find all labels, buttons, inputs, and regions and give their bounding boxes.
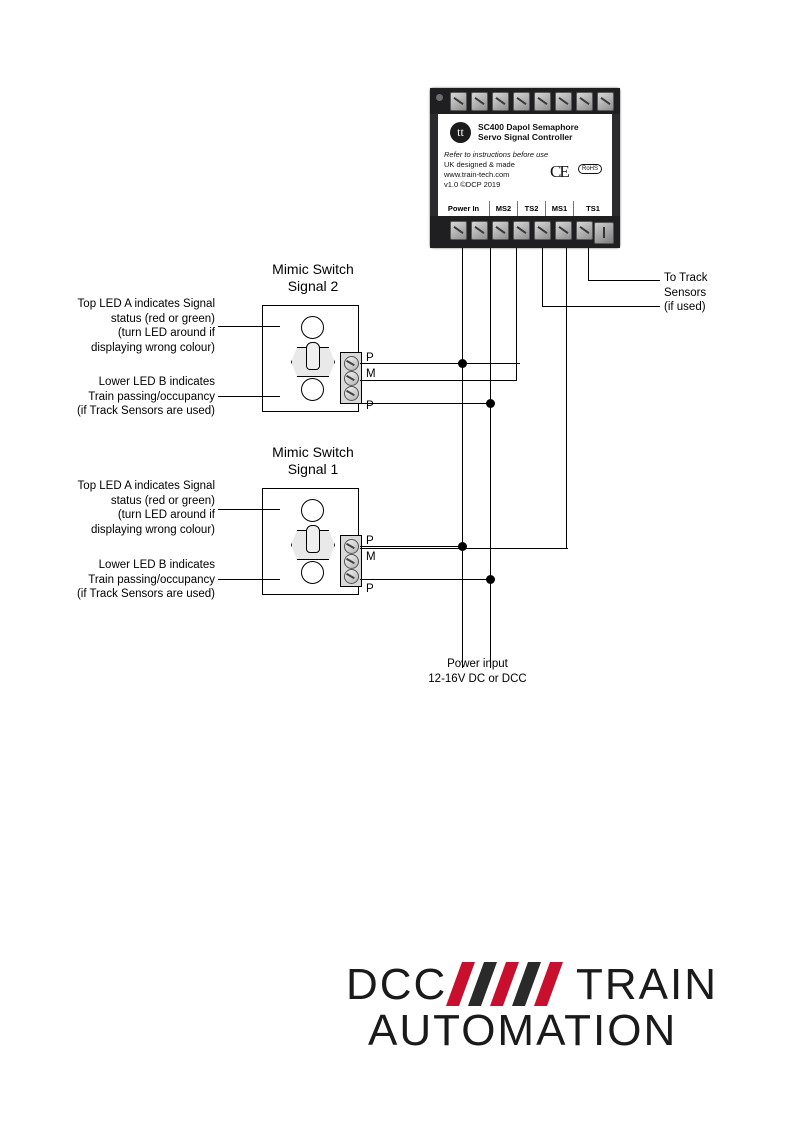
- wire-power-in-negative: [462, 248, 463, 668]
- wire-ms2: [516, 248, 517, 380]
- terminal-label-ms1: MS1: [546, 201, 574, 216]
- module-top-screw-row: [450, 92, 614, 111]
- terminal-label-ms2: MS2: [490, 201, 518, 216]
- junction-dot-signal2-p-bottom: [486, 399, 495, 408]
- signal1-title: Mimic Switch Signal 1: [272, 444, 354, 477]
- screw-terminal: [471, 221, 488, 240]
- trim-potentiometer: [594, 222, 614, 244]
- terminal-label-power-in: Power In: [438, 201, 490, 216]
- pin-label-signal2-p-bottom: P: [366, 400, 374, 412]
- conn-screw-m: [344, 371, 359, 386]
- wire-signal1-p-bottom: [360, 579, 491, 580]
- screw-terminal: [534, 92, 551, 111]
- terminal-label-ts1: TS1: [586, 204, 600, 213]
- callout-power-input: Power input 12-16V DC or DCC: [428, 658, 527, 685]
- logo-text-dcc: DCC: [346, 960, 448, 1009]
- connector-block-signal-1: [340, 535, 362, 587]
- leader-signal2-led-a: [218, 326, 280, 327]
- pin-label-signal1-p-top: P: [366, 535, 374, 547]
- screw-terminal: [555, 221, 572, 240]
- sc400-module-photo: [430, 88, 620, 248]
- toggle-switch-signal-2[interactable]: [291, 342, 333, 375]
- led-a-signal-2: [301, 316, 324, 339]
- connector-block-signal-2: [340, 352, 362, 404]
- screw-terminal: [555, 92, 572, 111]
- wire-signal1-p-top: [360, 546, 464, 547]
- signal1-led-b-note: Lower LED B indicates Train passing/occupancy (if Track Sensors are used): [76, 559, 215, 600]
- screw-terminal: [513, 221, 530, 240]
- led-a-signal-1: [301, 499, 324, 522]
- led-b-signal-2: [301, 378, 324, 401]
- ce-mark-icon: CE: [550, 162, 568, 181]
- module-notes: Refer to instructions before use UK designed & made www.train-tech.com v1.0 ©DCP 2019: [444, 150, 549, 189]
- logo-text-train: TRAIN: [576, 960, 718, 1009]
- wire-power-in-positive: [490, 248, 491, 668]
- dcc-train-automation-logo: [340, 960, 740, 1070]
- terminal-label-bar: [438, 201, 612, 216]
- screw-terminal: [471, 92, 488, 111]
- screw-terminal: [513, 92, 530, 111]
- wire-signal2-p-bottom: [360, 403, 491, 404]
- screw-terminal: [534, 221, 551, 240]
- pin-label-signal1-p-bottom: P: [366, 583, 374, 595]
- junction-dot-signal1-p-bottom: [486, 575, 495, 584]
- logo-row-top: [340, 960, 740, 1012]
- wire-ts2-to-sensors: [542, 306, 660, 307]
- signal1-led-a-note: Top LED A indicates Signal status (red or green) (turn LED around if displaying wrong colour): [77, 480, 215, 536]
- callout-to-track-sensors: To Track Sensors (if used): [664, 272, 708, 313]
- wire-ts2: [542, 248, 543, 306]
- wire-ts1-to-sensors: [588, 280, 660, 281]
- conn-screw-p-top: [344, 356, 359, 371]
- pin-label-signal2-p-top: P: [366, 352, 374, 364]
- signal2-led-a-note: Top LED A indicates Signal status (red or green) (turn LED around if displaying wrong colour): [77, 298, 215, 354]
- leader-signal1-led-b: [218, 579, 280, 580]
- conn-screw-p-bottom: [344, 386, 359, 401]
- toggle-lever[interactable]: [306, 525, 320, 553]
- pin-label-signal1-m: M: [366, 551, 376, 563]
- wire-signal2-m: [360, 380, 517, 381]
- screw-terminal: [576, 92, 593, 111]
- led-b-signal-1: [301, 561, 324, 584]
- junction-dot-signal1-p-top: [458, 542, 467, 551]
- toggle-switch-signal-1[interactable]: [291, 525, 333, 558]
- module-bottom-screw-row: [450, 221, 593, 240]
- pin-label-signal2-m: M: [366, 368, 376, 380]
- wire-ms1: [566, 248, 567, 548]
- terminal-label-ts2: TS2: [518, 201, 546, 216]
- screw-terminal: [492, 221, 509, 240]
- wire-ts1: [588, 248, 589, 280]
- module-title: SC400 Dapol Semaphore Servo Signal Controller: [478, 122, 579, 142]
- leader-signal1-led-a: [218, 509, 280, 510]
- train-tech-logo-icon: tt: [450, 122, 471, 143]
- toggle-lever[interactable]: [306, 342, 320, 370]
- leader-signal2-led-b: [218, 396, 280, 397]
- junction-dot-signal2-p-top: [458, 359, 467, 368]
- conn-screw-p-top: [344, 539, 359, 554]
- screw-terminal: [450, 221, 467, 240]
- conn-screw-p-bottom: [344, 569, 359, 584]
- screw-terminal: [576, 221, 593, 240]
- screw-terminal: [597, 92, 614, 111]
- signal2-led-b-note: Lower LED B indicates Train passing/occupancy (if Track Sensors are used): [76, 376, 215, 417]
- signal2-title: Mimic Switch Signal 2: [272, 261, 354, 294]
- wire-signal2-p-top: [360, 363, 520, 364]
- logo-text-automation: AUTOMATION: [368, 1006, 678, 1055]
- screw-terminal: [450, 92, 467, 111]
- screw-terminal: [492, 92, 509, 111]
- rohs-mark-icon: RoHS: [578, 164, 602, 174]
- module-corner-hole-tl: [436, 94, 443, 101]
- conn-screw-m: [344, 554, 359, 569]
